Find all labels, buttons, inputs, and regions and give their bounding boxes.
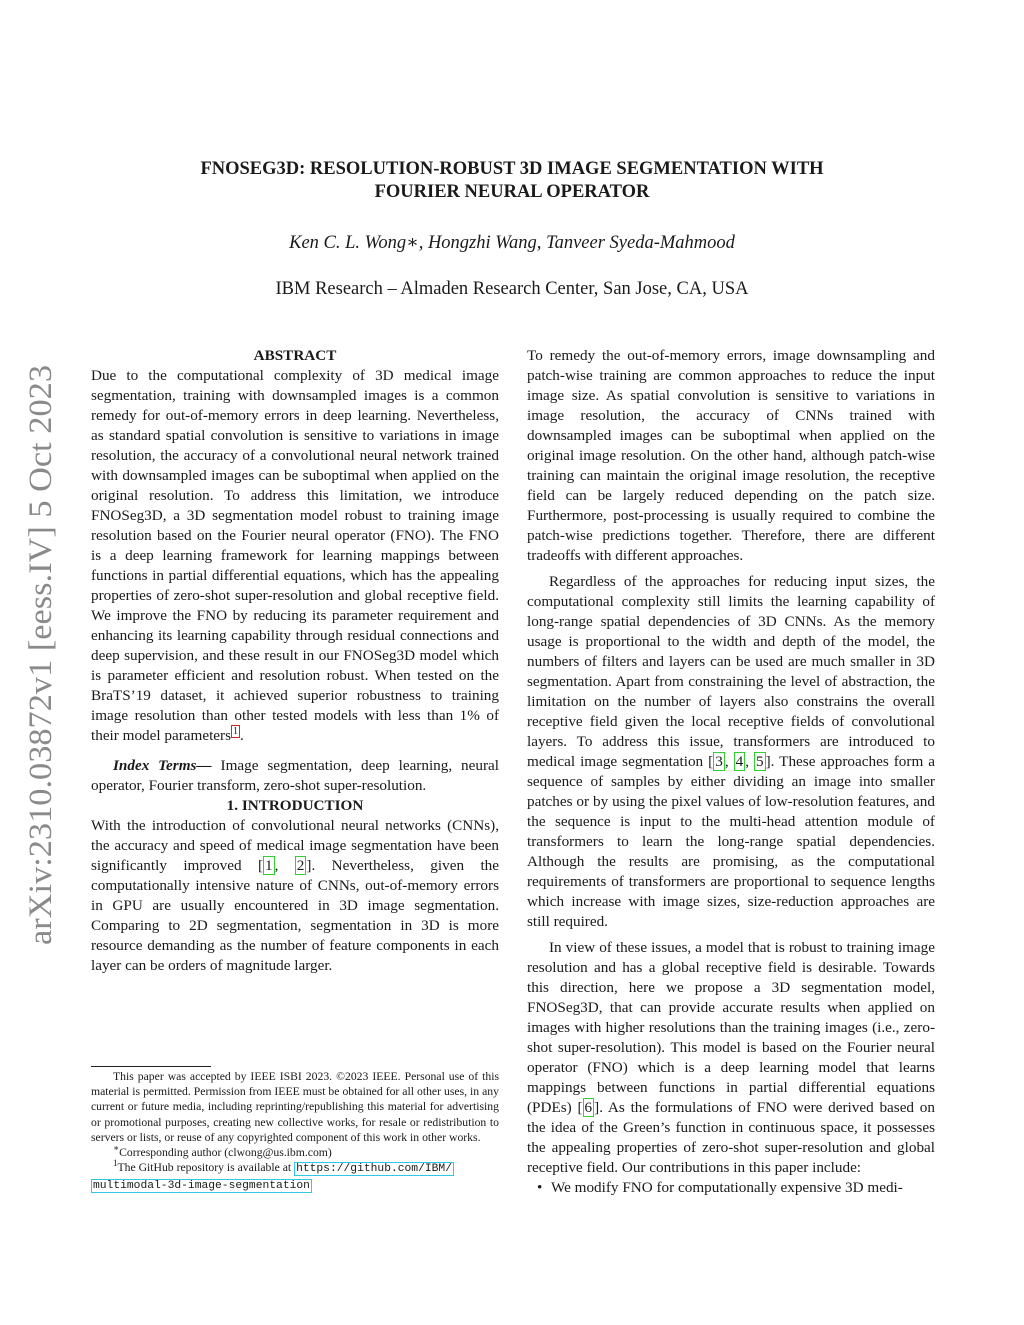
- citation-separator: ,: [745, 753, 754, 770]
- intro-paragraph-4: [527, 938, 935, 1178]
- abstract-body: [91, 366, 499, 746]
- intro-p4-text-b: ]. As the formulations of FNO were derived based on the idea of the Green’s function in continuous space, it possesses the appealing properties of zero-shot super-resolution and global receptive field. Our contributions in this paper include:: [527, 1099, 935, 1176]
- arxiv-stamp-text: arXiv:2310.03872v1 [eess.IV] 5 Oct 2023: [23, 387, 59, 945]
- repo-link-part-2[interactable]: multimodal-3d-image-segmentation: [93, 1180, 310, 1193]
- intro-p1-text-a: With the introduction of convolutional neural networks (CNNs), the accuracy and speed of medical image segmentation have been significantly improved [: [91, 817, 499, 874]
- citation-3[interactable]: 3: [715, 753, 723, 770]
- citation-5[interactable]: 5: [756, 753, 764, 770]
- intro-paragraph-2: To remedy the out-of-memory errors, image downsampling and patch-wise training are common approaches to reduce the input image size. As spatial convolution is sensitive to variations in image resolution, the accuracy of CNNs trained with downsampled images can be suboptimal when applied on the original image resolution. On the other hand, although patch-wise training can maintain the original image resolution, the receptive field can be largely reduced depending on the patch size. Furthermore, post-processing is usually required to combine the patch-wise predictions together. Therefore, there are different tradeoffs with different approaches.: [527, 347, 935, 564]
- citation-separator: ,: [274, 857, 295, 874]
- citation-separator: ,: [724, 753, 734, 770]
- citation-1[interactable]: 1: [265, 857, 273, 874]
- footnotes: [91, 1069, 499, 1195]
- author-list: Ken C. L. Wong∗, Hongzhi Wang, Tanveer Syeda-Mahmood: [289, 233, 735, 253]
- intro-p3-text-a: Regardless of the approaches for reducing input sizes, the computational complexity still limits the learning capability of long-range spatial dependencies of 3D CNNs. As the memory usage is proportional to the width and depth of the model, the numbers of filters and layers can be used are much smaller in 3D segmentation. Apart from constraining the level of abstraction, the limitation on the number of layers also constrains the overall receptive field given the local receptive fields of convolutional layers. To address this issue, transformers are introduced to medical image segmentation [: [527, 573, 935, 770]
- repo-mark: 1: [113, 1158, 118, 1169]
- right-column: [527, 346, 935, 1198]
- abstract-heading: ABSTRACT: [253, 347, 337, 364]
- footnote-repository: [91, 1160, 499, 1194]
- arxiv-stamp: [16, 360, 62, 950]
- corresponding-mark: ∗: [113, 1143, 120, 1154]
- citation-2[interactable]: 2: [296, 857, 305, 874]
- introduction-heading: 1. INTRODUCTION: [226, 797, 364, 814]
- intro-paragraph-1: [91, 816, 499, 976]
- index-terms-label: Index Terms—: [113, 757, 212, 774]
- intro-p3-text-b: ]. These approaches form a sequence of samples by either dividing an image into smaller patches or by using the pixel values of low-resolution features, and the sequence is input to the multi-head attention module of transformers to learn the long-range spatial dependencies. Although the results are promising, as the computational requirements of transformers are proportional to sequence lengths which increase with image sizes, size-reduction approaches are still required.: [527, 753, 935, 930]
- footnote-corresponding: [91, 1145, 499, 1160]
- citation-4[interactable]: 4: [735, 753, 744, 770]
- abstract-text: Due to the computational complexity of 3D medical image segmentation, training with downsampled images is a common remedy for out-of-memory errors in deep learning. Nevertheless, as standard spatial convolution is sensitive to variations in image resolution, the accuracy of a convolutional neural network trained with downsampled images can be suboptimal when applied on the original resolution. To address this limitation, we introduce FNOSeg3D, a 3D segmentation model robust to training image resolution based on the Fourier neural operator (FNO). The FNO is a deep learning framework for learning mappings between functions in partial differential equations, which has the appealing properties of zero-shot super-resolution and global receptive field. We improve the FNO by reducing its parameter requirement and enhancing its learning capability through residual connections and deep supervision, and these result in our FNOSeg3D model which is parameter efficient and resolution robust. When tested on the BraTS’19 dataset, it achieved superior robustness to training image resolution than other tested models with less than 1% of their model parameters: [91, 367, 499, 744]
- repo-text: The GitHub repository is available at: [117, 1161, 295, 1175]
- repo-link-part-1[interactable]: https://github.com/IBM/: [296, 1163, 452, 1176]
- affiliation: IBM Research – Almaden Research Center, San Jose, CA, USA: [275, 279, 749, 299]
- intro-paragraph-3: [527, 572, 935, 932]
- index-terms-text: Image segmentation, deep learning, neural operator, Fourier transform, zero-shot super-resolution.: [91, 757, 500, 794]
- footnote-rule: [91, 1066, 211, 1067]
- footnote-ieee: This paper was accepted by IEEE ISBI 2023. ©2023 IEEE. Personal use of this material is permitted. Permission from IEEE must be obtained for all other uses, in any current or future media, including reprinting/republishing this material for advertising or promotional purposes, creating new collective works, for resale or redistribution to servers or lists, or reuse of any copyrighted component of this work in other works.: [91, 1070, 499, 1144]
- abstract-end: .: [240, 727, 244, 744]
- contribution-item-1: • We modify FNO for computationally expensive 3D medi-: [551, 1178, 935, 1198]
- index-terms: [91, 756, 499, 796]
- intro-p4-text-a: In view of these issues, a model that is robust to training image resolution and has a global receptive field is desirable. Towards this direction, here we propose a 3D segmentation model, FNOSeg3D, that can provide accurate results when applied on images with higher resolutions than the training images (i.e., zero-shot super-resolution). This model is based on the Fourier neural operator (FNO) which is a deep learning model that learns mappings between functions in partial differential equations (PDEs) [: [527, 939, 935, 1116]
- corresponding-text: Corresponding author (clwong@us.ibm.com): [119, 1146, 332, 1160]
- footnote-link-1[interactable]: 1: [233, 725, 239, 737]
- intro-p1-text-b: ]. Nevertheless, given the computationally intensive nature of CNNs, out-of-memory errors in GPU are usually encountered in 3D image segmentation. Comparing to 2D segmentation, segmentation in 3D is more resource demanding as the number of feature components in each layer can be orders of magnitude larger.: [91, 857, 499, 974]
- contribution-list: [527, 1178, 935, 1198]
- title-line-2: FOURIER NEURAL OPERATOR: [374, 182, 650, 202]
- title-line-1: FNOSEG3D: RESOLUTION-ROBUST 3D IMAGE SEGMENTATION WITH: [200, 159, 824, 179]
- left-column: [91, 346, 499, 976]
- citation-6[interactable]: 6: [584, 1099, 593, 1116]
- paper-title: [120, 158, 904, 204]
